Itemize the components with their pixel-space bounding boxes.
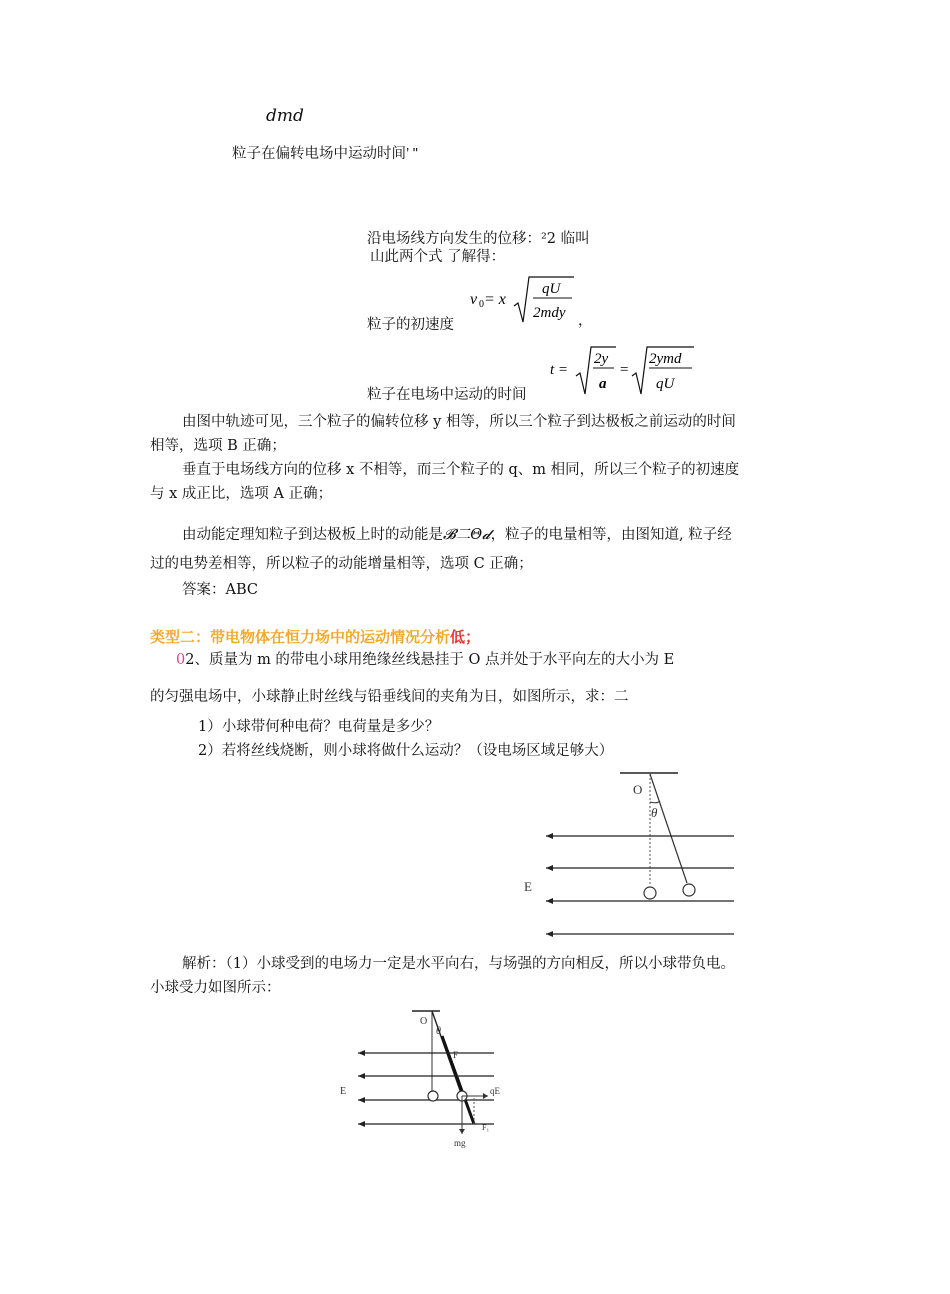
question-text-2: 的匀强电场中，小球静止时丝线与铅垂线间的夹角为日，如图所示，求：二 bbox=[150, 689, 629, 705]
t-numerator-2: 2ymd bbox=[649, 351, 682, 367]
label-o-2: O bbox=[420, 1016, 428, 1027]
label-f2: F₁ bbox=[482, 1123, 490, 1132]
label-theta-2: θ bbox=[436, 1026, 441, 1037]
v0-numerator: qU bbox=[542, 281, 561, 297]
v0-symbol: v bbox=[470, 291, 478, 308]
figure-1 bbox=[520, 768, 742, 944]
question-text-1: 2、质量为 m 的带电小球用绝缘丝线悬挂于 O 点并处于水平向左的大小为 E bbox=[185, 652, 675, 668]
figure-2-svg bbox=[336, 1006, 508, 1154]
label-theta: θ bbox=[651, 805, 658, 820]
sub-question-1: 1）小球带何种电荷？电荷量是多少？ bbox=[198, 719, 440, 735]
ball-rest-2 bbox=[428, 1091, 438, 1101]
mg-arrowhead bbox=[459, 1129, 465, 1134]
v0-formula-svg bbox=[466, 274, 586, 326]
v0-eq: = x bbox=[484, 291, 506, 308]
label-qe: qE bbox=[490, 1086, 500, 1096]
ball-deflected bbox=[683, 884, 695, 896]
analysis-p1-l1: 由图中轨迹可见，三个粒子的偏转位移 y 相等，所以三个粒子到达极板之前运动的时间 bbox=[182, 414, 736, 430]
label-mg: mg bbox=[454, 1138, 466, 1148]
field-arrowheads bbox=[546, 833, 553, 937]
t-lhs: t = bbox=[550, 362, 569, 378]
label-f: F bbox=[453, 1050, 459, 1060]
solve-line: 山此两个式 了解得： bbox=[370, 249, 506, 265]
time-label: 粒子在电场中运动的时间 bbox=[367, 387, 527, 403]
angle-arc bbox=[650, 801, 660, 803]
t-formula-svg bbox=[548, 344, 698, 398]
answer-line: 答案：ABC bbox=[182, 582, 258, 598]
label-e: E bbox=[524, 879, 532, 894]
t-denominator-1: a bbox=[599, 376, 607, 392]
field-lines bbox=[546, 836, 734, 934]
v0-subscript: 0 bbox=[479, 299, 484, 310]
dmd-text: dmd bbox=[266, 106, 304, 126]
displacement-line: 沿电场线方向发生的位移：²2 临叫 bbox=[367, 231, 590, 247]
v0-formula bbox=[466, 274, 586, 326]
question-number-zero: 0 bbox=[176, 652, 186, 668]
analysis-p3-l2: 过的电势差相等，所以粒子的动能增量相等，选项 C 正确； bbox=[150, 556, 533, 572]
field-lines-2 bbox=[358, 1053, 494, 1124]
label-o: O bbox=[633, 782, 643, 797]
label-e-2: E bbox=[340, 1086, 347, 1097]
time-line: 粒子在偏转电场中运动时间’ " bbox=[232, 146, 418, 162]
v0-denominator: 2mdy bbox=[533, 305, 566, 321]
figure-2 bbox=[336, 1006, 508, 1154]
init-speed-label: 粒子的初速度 bbox=[367, 317, 454, 333]
analysis-p1-l2: 相等，选项 B 正确； bbox=[150, 438, 286, 454]
analysis-p3-l1 bbox=[182, 523, 732, 547]
solution-line-2: 小球受力如图所示： bbox=[150, 980, 281, 996]
analysis-p3-rest: ，粒子的电量相等，由图知道, 粒子经 bbox=[490, 527, 732, 543]
question-line-1 bbox=[176, 648, 674, 672]
figure-1-svg bbox=[520, 768, 742, 944]
sub-question-2: 2）若将丝线烧断，则小球将做什么运动？（设电场区域足够大） bbox=[198, 743, 614, 759]
analysis-p2-l2: 与 x 成正比，选项 A 正确； bbox=[150, 486, 333, 502]
field-arrowheads-2 bbox=[358, 1050, 365, 1127]
question-line-2 bbox=[150, 685, 629, 709]
section-heading bbox=[150, 626, 480, 647]
analysis-p3-text: 由动能定理知粒子到达极板上时的动能是 bbox=[182, 527, 443, 543]
thread-line bbox=[650, 774, 687, 883]
t-numerator-1: 2y bbox=[594, 351, 609, 367]
analysis-p3-italic: 𝓑二Θ𝓭 bbox=[443, 527, 491, 543]
section-heading-text: 类型二：带电物体在恒力场中的运动情况分析 bbox=[150, 629, 451, 646]
t-formula bbox=[548, 344, 698, 398]
t-denominator-2: qU bbox=[656, 376, 675, 392]
init-speed-comma: ， bbox=[578, 313, 593, 329]
t-eq: = bbox=[620, 362, 629, 378]
section-heading-tail: 低； bbox=[450, 629, 481, 646]
analysis-p2-l1: 垂直于电场线方向的位移 x 不相等，而三个粒子的 q、m 相同，所以三个粒子的初速度 bbox=[182, 462, 740, 478]
qe-arrowhead bbox=[483, 1093, 488, 1099]
solution-line-1: 解析：（1）小球受到的电场力一定是水平向右，与场强的方向相反，所以小球带负电。 bbox=[182, 956, 735, 972]
ball-at-rest bbox=[644, 887, 656, 899]
